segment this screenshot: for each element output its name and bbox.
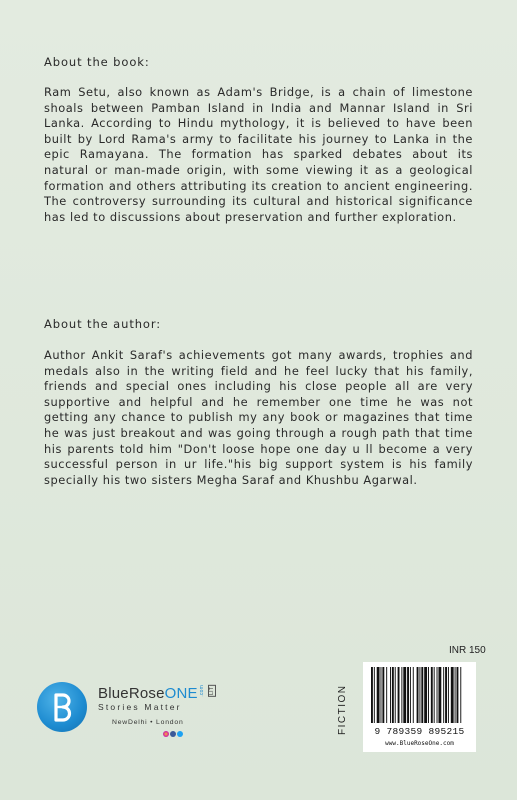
about-book-text: Ram Setu, also known as Adam's Bridge, is a chain of limestone shoals between Pamban Island in India and Mannar Island in Sri Lanka. According to Hindu mythology, it is believed to have been built by Lord Rama's army to facilitate his journey to Lanka in the epic Ramayana. The formation has sparked debates about its natural or man-made origin, with some viewing it as a geological formation and others attributing its creation to ancient engineering. The controversy surrounding its cultural and historical significance has led to discussions about preservation and further exploration. <box>44 85 473 224</box>
genre-label: FICTION <box>337 684 348 736</box>
instagram-icon <box>163 731 169 737</box>
about-book-heading: About the book: <box>44 55 150 69</box>
about-author-text: Author Ankit Saraf's achievements got many awards, trophies and medals also in the writing field and he feel lucky that his family, friends and special ones including his close people all are very supportive and helpful and he remember one time he was not getting any chance to publish my any book or magazines that time he was just breakout and was going through a rough path that time his parents told him "Don't loose hope one day u ll become a very successful person in ur life."his big support system is his family specially his two sisters Megha Saraf and Khushbu Agarwal. <box>44 348 473 487</box>
barcode-bars <box>363 662 476 726</box>
about-author-heading: About the author: <box>44 317 162 331</box>
publisher-name <box>98 685 216 702</box>
publisher-url: www.BlueRoseOne.com <box>385 740 454 747</box>
isbn-digits: 9 789359 895215 <box>374 726 465 737</box>
publisher-com-mark: .com <box>198 685 205 697</box>
twitter-icon <box>177 731 183 737</box>
facebook-icon <box>170 731 176 737</box>
social-icons <box>163 731 183 737</box>
publisher-lit-mark: LIT <box>208 687 215 695</box>
publisher-name-one: ONE <box>164 685 198 702</box>
price-label: INR 150 <box>449 645 486 656</box>
publisher-tagline: Stories Matter <box>98 702 182 712</box>
publisher-name-blue-rose: BlueRose <box>98 685 165 702</box>
bluerose-logo-icon <box>37 682 87 732</box>
isbn-barcode <box>363 662 476 752</box>
publisher-cities: NewDelhi • London <box>112 719 184 726</box>
